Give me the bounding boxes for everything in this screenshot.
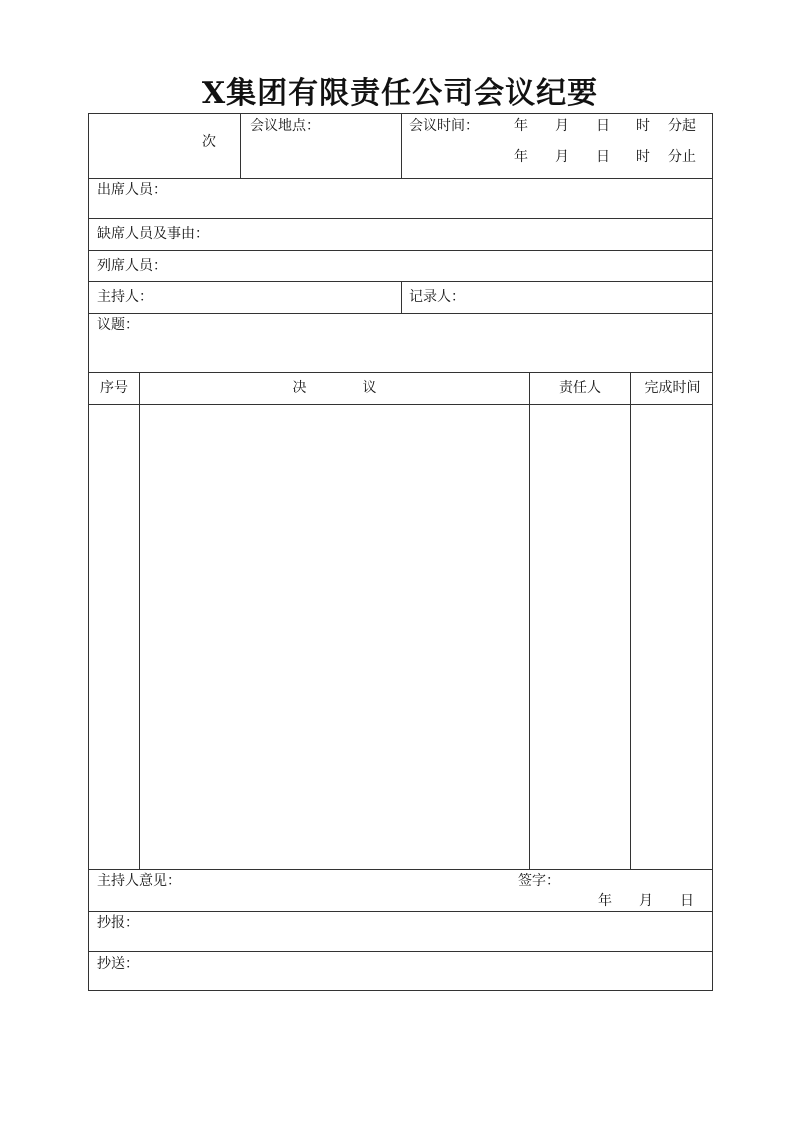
column-divider bbox=[139, 372, 140, 869]
start-hour: 时 bbox=[636, 118, 650, 134]
topics-label: 议题： bbox=[97, 317, 139, 333]
column-divider bbox=[630, 372, 631, 869]
column-divider bbox=[401, 114, 402, 178]
send-to-label: 抄送： bbox=[97, 956, 139, 972]
meeting-minutes-form bbox=[88, 113, 713, 991]
end-day: 日 bbox=[596, 149, 610, 165]
row-divider bbox=[89, 313, 712, 314]
session-label: 次 bbox=[202, 134, 216, 150]
attendees-label: 出席人员： bbox=[97, 182, 167, 198]
host-opinion-label: 主持人意见： bbox=[97, 873, 181, 889]
column-header-responsible: 责任人 bbox=[559, 380, 601, 396]
sign-day: 日 bbox=[680, 893, 694, 909]
column-divider bbox=[401, 281, 402, 313]
document-title: X集团有限责任公司会议纪要 bbox=[201, 76, 599, 111]
meeting-location-label: 会议地点： bbox=[250, 118, 320, 134]
column-divider bbox=[240, 114, 241, 178]
row-divider bbox=[89, 250, 712, 251]
row-divider bbox=[89, 869, 712, 870]
start-year: 年 bbox=[514, 118, 528, 134]
row-divider bbox=[89, 404, 712, 405]
start-minute: 分起 bbox=[668, 118, 696, 134]
row-divider bbox=[89, 218, 712, 219]
start-month: 月 bbox=[555, 118, 569, 134]
column-header-deadline: 完成时间 bbox=[644, 380, 701, 396]
column-header-resolution: 决 议 bbox=[292, 380, 377, 396]
host-label: 主持人： bbox=[97, 289, 153, 305]
sign-month: 月 bbox=[639, 893, 653, 909]
absentees-label: 缺席人员及事由： bbox=[97, 226, 209, 242]
row-divider bbox=[89, 911, 712, 912]
row-divider bbox=[89, 178, 712, 179]
report-to-label: 抄报： bbox=[97, 915, 139, 931]
row-divider bbox=[89, 951, 712, 952]
row-divider bbox=[89, 372, 712, 373]
end-hour: 时 bbox=[636, 149, 650, 165]
observers-label: 列席人员： bbox=[97, 258, 167, 274]
start-day: 日 bbox=[596, 118, 610, 134]
end-minute: 分止 bbox=[668, 149, 696, 165]
column-divider bbox=[529, 372, 530, 869]
column-header-number: 序号 bbox=[100, 380, 128, 396]
recorder-label: 记录人： bbox=[409, 289, 465, 305]
signature-label: 签字： bbox=[518, 873, 560, 889]
meeting-time-label: 会议时间： bbox=[409, 118, 479, 134]
end-month: 月 bbox=[555, 149, 569, 165]
sign-year: 年 bbox=[598, 893, 612, 909]
end-year: 年 bbox=[514, 149, 528, 165]
